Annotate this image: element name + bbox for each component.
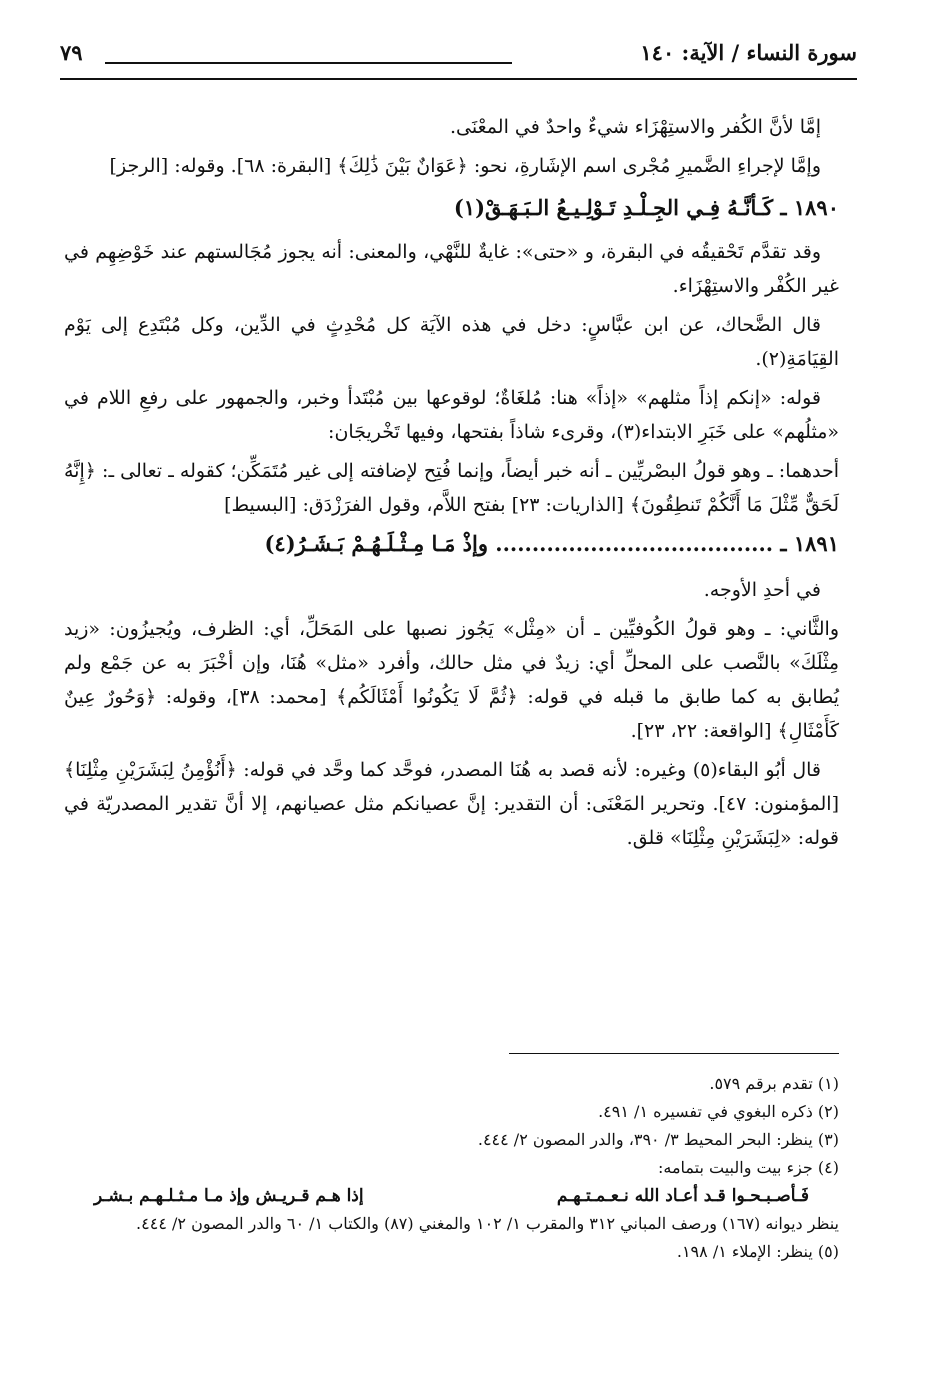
poem-hemistich: فَـأصـبـحـوا قـد أعـاد الله نـعـمـتـهـم [556,1186,809,1206]
header-dash-line [105,62,512,64]
verse-heading: ١٨٩٠ ـ كَـأنَّـهُ فِـي الجِـلْـدِ تَـوْلِـيـعُ الـبَـهَـقْ(١) [453,195,839,220]
paragraph: والثَّاني: ـ وهو قولُ الكُوفيِّين ـ أن «مِثْل» يَجُوز نصبها على المَحَلِّ، أي: الظرف، ويُجيزُون: «زيد مِثْلَكَ» بالنَّصب على المحلِّ أي: زيدٌ في مثل حالك، وأفرد «مثل» هُنَا، وإن أخْبَرَ به عن جَمْع ولم يُطابق به كما طابق ما قبله في قوله: ﴿ثُمَّ لَا يَكُونُوا أَمْثَالَكُم﴾ [محمد: ٣٨]، وقوله: ﴿وَحُورٌ عِينٌ كَأَمْثَالِ﴾ [الواقعة: ٢٢، ٢٣]. [64,618,839,742]
page-header [60,40,857,80]
footnote: (٢) ذكره البغوي في تفسيره ١/ ٤٩١. [598,1102,839,1121]
paragraph: وقد تقدَّم تَحْقيقُه في البقرة، و «حتى»: غايةٌ للنَّهْي، والمعنى: أنه يجوز مُجَالستهم عند خَوْضِهِم في غير الكُفْر والاستِهْزَاء. [64,241,839,297]
footnote: (٣) ينظر: البحر المحيط ٣/ ٣٩٠، والدر المصون ٢/ ٤٤٤. [477,1130,839,1149]
footnote-rule [509,1053,839,1054]
poem-hemistich: إذا هـم قـريـش وإذ مـا مـثـلـهـم بـشـر [94,1186,364,1206]
footnote: (٥) ينظر: الإملاء ١/ ١٩٨. [676,1242,839,1261]
paragraph: قال الضَّحاك، عن ابن عبَّاسٍ: دخل في هذه الآيَة كل مُحْدِثٍ في الدِّين، وكل مُبْتَدِع إلى يَوْم القِيَامَةِ(٢). [64,314,839,370]
footnote: ينظر ديوانه (١٦٧) ورصف المباني ٣١٢ والمقرب ١/ ١٠٢ والمغني (٨٧) والكتاب ١/ ٦٠ والدر المصون ٢/ ٤٤٤. [136,1214,839,1233]
page-number: ٧٩ [60,40,83,65]
running-title: سورة النساء / الآية: ١٤٠ [640,40,857,65]
footnote: (٤) جزء بيت والبيت بتمامه: [657,1158,839,1177]
footnotes [64,1070,839,1266]
footnote-poem [64,1182,839,1210]
footnote: (١) تقدم برقم ٥٧٩. [709,1074,839,1093]
header-rule [60,78,857,80]
paragraph: إمَّا لأنَّ الكُفر والاستِهْزَاء شيءٌ واحدٌ في المعْنَى. [450,116,821,138]
paragraph: قوله: «إنكم إذاً مثلهم» «إذاً» هنا: مُلغَاةٌ؛ لوقوعها بين مُبْتَدأ وخبر، والجمهور على رفعِ اللام في «مثلُهم» على خَبَرِ الابتداء(٣)، وقرىء شاذاً بفتحها، وفيها تَخْريجَان: [64,387,839,443]
paragraph: أحدهما: ـ وهو قولُ البصْريِّين ـ أنه خبر أيضاً، وإنما فُتِح لإضافته إلى غير مُتَمَكِّن؛ كقوله ـ تعالى ـ: ﴿إِنَّهُ لَحَقٌّ مِّثْلَ مَا أَنَّكُمْ تَنطِقُونَ﴾ [الذاريات: ٢٣] بفتح اللاَّم، وقول الفرَزْدَق: [البسيط] [64,460,839,516]
paragraph: قال أبُو البقاء(٥) وغيره: لأنه قصد به هُنَا المصدر، فوحَّد كما وحَّد في قوله: ﴿أَنُؤْمِنُ لِبَشَرَيْنِ مِثْلِنَا﴾ [المؤمنون: ٤٧]. وتحرير المَعْنَى: أن التقدير: إنَّ عصيانكم مثل عصيانهم، إلا أنَّ تقدير المصدريّة في قوله: «لِبَشَرَيْنِ مِثْلِنَا» قلق. [64,759,839,849]
paragraph: وإمَّا لإجراءِ الضَّميرِ مُجْرى اسم الإشَارةِ، نحو: ﴿عَوَانٌ بَيْنَ ذَٰلِكَ﴾ [البقرة: ٦٨]. وقوله: [الرجز] [109,155,821,177]
main-text [64,110,839,860]
verse-heading: ١٨٩١ ـ ...................................... وإذْ مَـا مِـثْـلَـهُـمْ بَـشَـرُ(٤) [264,531,839,556]
paragraph: في أحدِ الأوجه. [703,579,821,601]
